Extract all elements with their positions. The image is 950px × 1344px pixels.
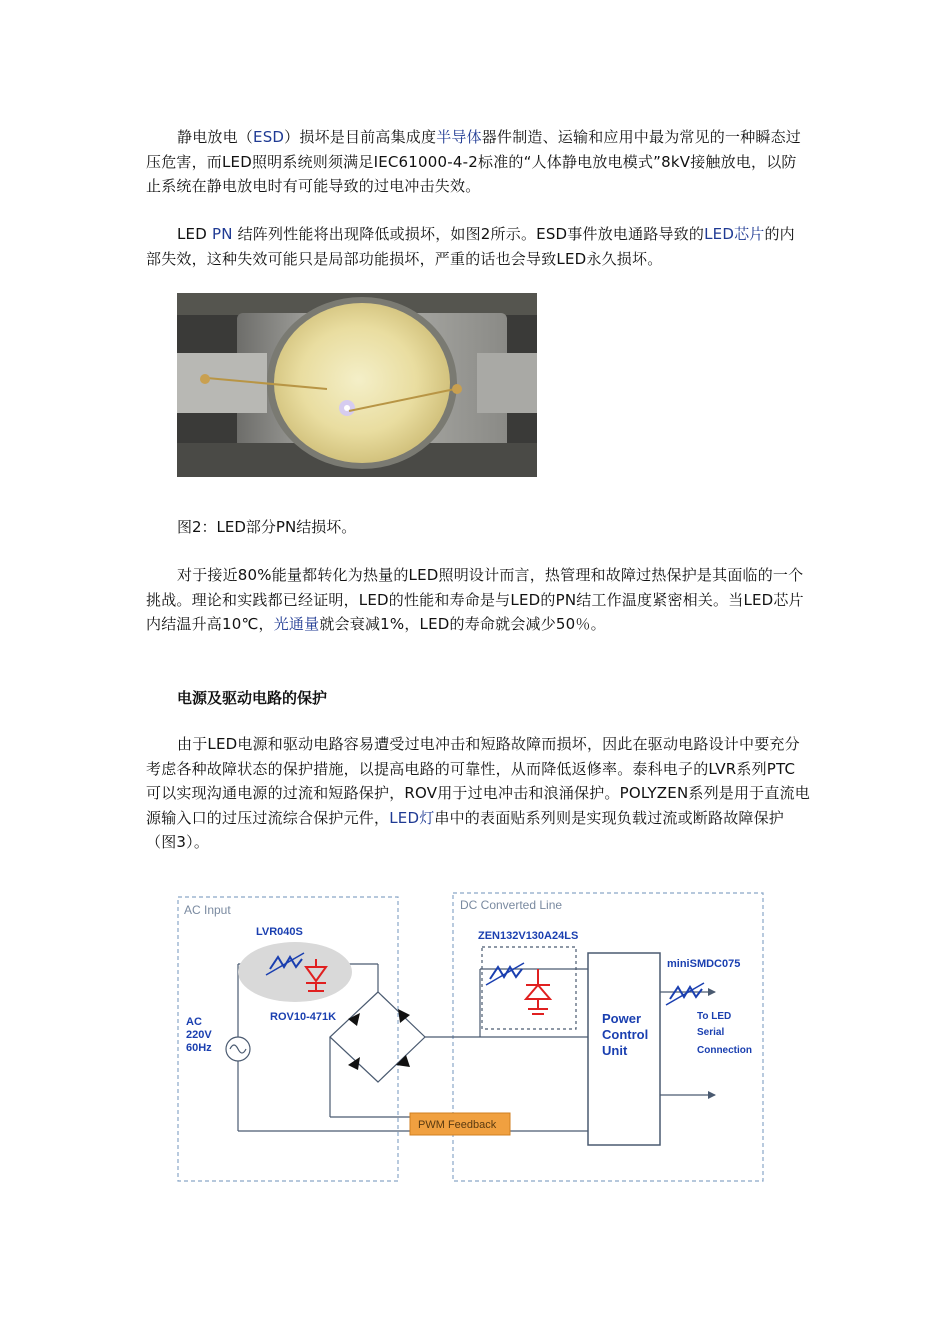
text-run: 的内部失效，这种失效可能只是局部功能损坏，严重的话也会导致LED永久损坏。 <box>146 225 795 268</box>
rov10-471k-label: ROV10-471K <box>270 1011 337 1023</box>
paragraph-thermal <box>146 563 810 637</box>
to-led-label-1: To LED <box>697 1011 732 1022</box>
text-run: ）损坏是目前高集成度 <box>284 128 437 146</box>
ac-frequency-label: 60Hz <box>186 1042 212 1054</box>
text-run: 对于接近80%能量都转化为热量的LED照明设计而言，热管理和故障过热保护是其面临的一个挑战。理论和实践都已经证明，LED的性能和寿命是与LED的PN结工作温度紧密相关。当LED芯片内结温升高10℃， <box>146 566 804 633</box>
feedback-arrow-icon <box>708 1091 716 1099</box>
text-run: 器件制造、运输和应用中最为常见的一种瞬态过压危害，而LED照明系统则须满足IEC61000-4-2标准的“人体静电放电模式”8kV接触放电，以防止系统在静电放电时有可能导致的过电冲击失效。 <box>146 128 801 195</box>
link-led-lamp[interactable]: LED灯 <box>389 808 435 827</box>
minismdc075-label: miniSMDC075 <box>667 958 741 970</box>
pwm-feedback-label: PWM Feedback <box>418 1119 497 1131</box>
paragraph-esd <box>146 125 810 199</box>
figure-2-caption: 图2：LED部分PN结损坏。 <box>177 518 357 536</box>
ac-input-label: AC Input <box>184 903 231 917</box>
ac-label: AC <box>186 1016 202 1028</box>
paragraph-pn-junction <box>146 222 810 271</box>
text-run: 就会衰减1%，LED的寿命就会减少50％。 <box>319 615 606 633</box>
ac-voltage-label: 220V <box>186 1029 212 1041</box>
bridge-rectifier <box>330 992 425 1082</box>
bridge-diodes <box>348 1009 410 1070</box>
protection-circuit-diagram <box>170 887 770 1187</box>
zen-diode-icon <box>526 969 550 1014</box>
to-led-label-2: Serial <box>697 1027 725 1038</box>
output-arrow-icon <box>708 988 716 996</box>
paragraph-protection <box>146 732 810 855</box>
led-damage-photo <box>177 293 537 477</box>
pcu-label-line-1: Power <box>602 1011 642 1026</box>
text-run: LED <box>177 225 212 243</box>
text-run: 串中的表面贴系列则是实现负载过流或断路故障保护（图3）。 <box>146 808 784 851</box>
lvr-rov-highlight <box>238 942 352 1002</box>
lvr040s-label: LVR040S <box>256 926 303 938</box>
text-run: 结阵列性能将出现降低或损坏，如图2所示。ESD事件放电通路导致的 <box>232 225 705 243</box>
link-pn[interactable]: PN <box>211 225 233 243</box>
section-heading: 电源及驱动电路的保护 <box>177 689 328 707</box>
to-led-label-3: Connection <box>697 1045 752 1056</box>
text-run: 静电放电（ <box>177 128 254 146</box>
link-luminous-flux[interactable]: 光通量 <box>273 615 320 633</box>
link-semiconductor[interactable]: 半导体 <box>436 128 482 146</box>
zen-label: ZEN132V130A24LS <box>478 930 579 942</box>
pcu-label-line-3: Unit <box>602 1043 628 1058</box>
link-esd[interactable]: ESD <box>253 128 285 146</box>
text-run: 由于LED电源和驱动电路容易遭受过电冲击和短路故障而损坏，因此在驱动电路设计中要充分考虑各种故障状态的保护措施，以提高电路的可靠性，从而降低返修率。泰科电子的LVR系列PTC可以实现沟通电源的过流和短路保护，ROV用于过电冲击和浪涌保护。POLYZEN系列是用于直流电源输入口的过压过流综合保护元件， <box>146 735 810 827</box>
dc-line-label: DC Converted Line <box>460 898 563 912</box>
pcu-label-line-2: Control <box>602 1027 649 1042</box>
zen-box <box>482 947 576 1029</box>
link-led-chip[interactable]: LED芯片 <box>704 225 765 243</box>
